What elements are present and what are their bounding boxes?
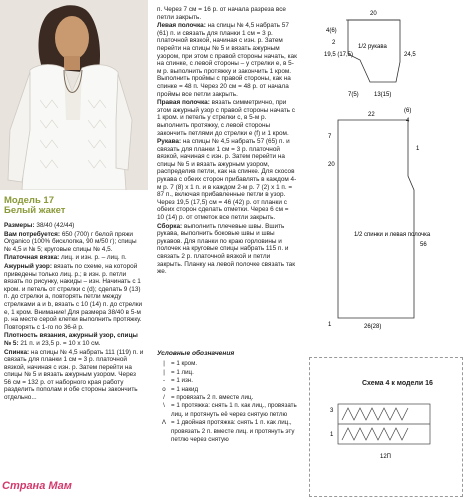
body-top-a: 22 (368, 112, 375, 118)
legend-text: = провязать 2 п. вместе лиц. (171, 394, 254, 402)
legend-text: = 1 накид (171, 385, 199, 393)
jacket-name: Белый жакет (4, 205, 66, 216)
legend-symbol-icon: \ (163, 402, 165, 410)
col1-para (4, 349, 144, 402)
para-label: Сборка: (157, 222, 183, 230)
body-top-c: 4 (406, 118, 410, 124)
sleeve-left-a: 4(6) (326, 28, 337, 34)
sleeve-right: 24,5 (404, 52, 416, 58)
col1-para (4, 263, 144, 331)
legend-text: = 1 лиц. (171, 368, 194, 376)
para-label: Рукава: (157, 138, 182, 146)
legend-symbol-icon: | (163, 368, 165, 376)
col1-para (4, 231, 144, 254)
para-text: 21 п. и 23,5 р. = 10 х 10 см. (18, 339, 101, 347)
para-label: Плотность вязания, ажурный узор, спицы № 5: (4, 332, 138, 347)
para-label: Ажурный узор: (4, 262, 52, 270)
col2-para (157, 6, 297, 21)
body-left-a: 7 (328, 134, 332, 140)
legend-row (157, 402, 307, 419)
legend-text: = 1 протяжка: снять 1 п. как лиц., провязать лиц. и протянуть её через снятую петлю (171, 402, 297, 418)
sleeve-bottom-a: 7(5) (348, 92, 359, 98)
col1-para (4, 222, 144, 230)
schema-title: Схема 4 к модели 16 (362, 380, 433, 387)
schema-repeat: 12П (380, 454, 391, 460)
body-top-b: (6) (404, 108, 412, 114)
col2-para (157, 223, 297, 276)
para-label: Размеры: (4, 222, 35, 229)
para-text: 650 (700) г белой пряжи Organico (100% бисклопка, 90 м/50 г); спицы № 4,5 и № 5; круговые спицы № 4,5. (4, 230, 137, 253)
schema-row-3: 3 (330, 408, 334, 414)
para-text: выполнить плечевые швы. Вшить рукава, выполнить боковые швы и швы рукавов. Для планки по краю горловины и полочек на круговые спицы набрать 115 п. и связать 2 р. платочной вязкой и петли закрыть. Планку на левой полочке связать так же. (157, 222, 296, 276)
col2-para (157, 138, 297, 222)
para-text: 38/40 (42/44) (34, 222, 75, 229)
para-text: на спицы № 4,5 набрать 111 (119) п. и связать для планки 1 см = 3 р. платочной вязкой, начиная с изн. р. Затем перейти на спицы № 5 и вязать ажурным узором. Через 56 см = 132 р. от наборного края работу разделить пополам и обе стороны закончить отдельно... (4, 348, 144, 402)
chart-schema (309, 357, 463, 497)
body-left-b: 20 (328, 162, 335, 168)
model-photo (0, 0, 148, 190)
model-number: Модель 17 (4, 195, 54, 206)
para-text: на спицы № 4,5 набрать 57 (61) п. и связать для планки 1 см = 3 р. платочной вязкой, начиная с изн. р. Затем перейти на спицы № 5 и вязать ажурным узором, при этом с правой стороны начать, как на спинке, с левой стороны – у стрелки e, в 5-м р. выполнить протяжку и закончить 1 кром. Выполнить проймы с правой стороны, как на спинке = 48 п. Через 20 см = 48 р. от начала проймы все петли закрыть. (157, 22, 297, 98)
sleeve-bottom-b: 13(15) (374, 92, 392, 98)
col1-para (4, 332, 144, 347)
sleeve-side: 19,5 (17,5) (324, 52, 354, 58)
para-label: Спинка: (4, 348, 30, 356)
schema-grid (310, 358, 462, 496)
instructions-column-1 (4, 222, 144, 403)
body-right-b: 56 (420, 242, 427, 248)
legend-symbol-icon: o (162, 385, 166, 393)
para-text: вязать по схеме, на которой приведены только лиц. р.; в изн. р. петли вязать по рисунку, накиды – изн. Начинать с 1 кром. и петель от стрелки с (d); сделать 9 (13) п. до стрелки a, повторять петли между стрелками a и b, вязать с 10 (14) п. до стрелки e, 1 кром. Внимание! Для размера 38/40 в 5-м р. на месте серой клетки выполнить протяжку. Повторять с 1-го по 36-й р. (4, 262, 143, 331)
legend-title: Условные обозначения (157, 350, 235, 357)
legend-items (157, 360, 307, 444)
legend-row (157, 419, 307, 444)
symbols-legend (157, 350, 307, 444)
body-bottom-b: 1 (328, 322, 332, 328)
legend-symbol-icon: / (163, 394, 165, 402)
legend-text: = 1 двойная протяжка: снять 1 п. как лиц., провязать 2 п. вместе лиц. и протянуть эту петлю через снятую (171, 419, 295, 444)
col1-para (4, 254, 144, 262)
para-text: вязать симметрично, при этом ажурный узор с правой стороны начать с 1 кром. и петель у стрелки с, в 5-м р. выполнить протяжку, с левой стороны закончить петлями до стрелки e (f) и 1 кром. (157, 99, 295, 137)
watermark: Страна Мам (2, 480, 72, 492)
legend-row (157, 377, 307, 385)
para-label: Левая полочка: (157, 22, 206, 30)
para-text: лиц. и изн. р. – лиц. п. (59, 254, 127, 262)
col2-para (157, 99, 297, 137)
title-block (4, 196, 144, 216)
sleeve-top: 20 (370, 11, 377, 17)
para-label: Платочная вязка: (4, 254, 60, 262)
legend-row (157, 386, 307, 394)
para-text: на спицы № 4,5 набрать 57 (65) п. и связать для планки 1 см = 3 р. платочной вязкой, начиная с изн. р. Затем перейти на спицы № 5 и вязать ажурным узором, распределив петли, как на спинке. Для скосов рукава с обеих сторон прибавлять в каждом 4-м р. 7 (8) x 1 п. и в каждом 2-м р. 7 (2) x 1 п. = 87 п., включая прибавленные петли в узор. Через 19,5 (17,5) см = 46 (42) р. от планки с обеих сторон сделать отметки. Через 6 см = 10 (14) р. от отметок все петли закрыть. (157, 138, 297, 222)
legend-text: = 1 изн. (171, 377, 193, 385)
legend-row (157, 369, 307, 377)
legend-text: = 1 кром. (171, 360, 198, 368)
para-label: Правая полочка: (157, 99, 210, 107)
body-right-a: 1 (416, 146, 420, 152)
sleeve-left-b: 2 (332, 40, 336, 46)
pattern-svg (308, 0, 467, 345)
legend-symbol-icon: Λ (161, 419, 167, 427)
legend-row (157, 394, 307, 402)
body-label: 1/2 спинки и левая полочка (354, 232, 431, 238)
para-label: Вам потребуется: (4, 230, 61, 238)
sleeve-label: 1/2 рукава (358, 44, 387, 50)
col2-para (157, 22, 297, 98)
legend-row (157, 360, 307, 368)
woman-jacket-illustration (0, 0, 148, 190)
para-text: п. Через 7 см = 16 р. от начала разреза все петли закрыть. (157, 6, 286, 21)
instructions-column-2 (157, 6, 297, 277)
legend-symbol-icon: - (162, 377, 166, 385)
pattern-diagram (308, 0, 467, 345)
legend-symbol-icon: | (163, 360, 165, 368)
schema-row-1: 1 (330, 432, 334, 438)
body-bottom: 26(28) (364, 324, 382, 330)
